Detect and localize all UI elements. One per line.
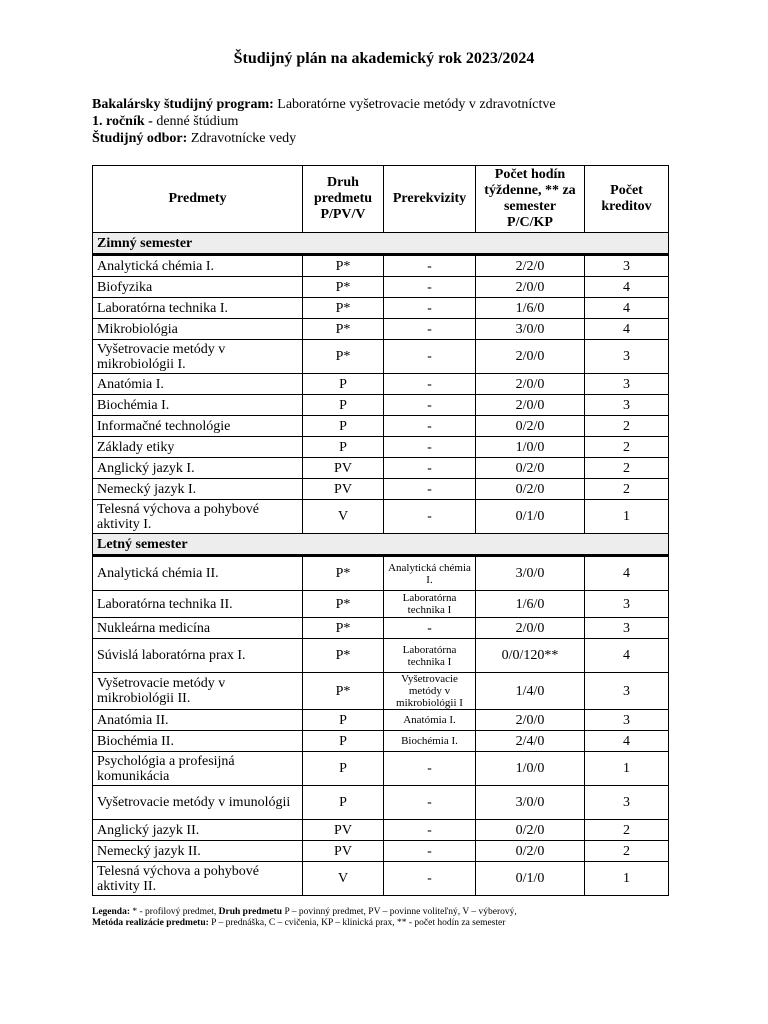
cell-prereq: - <box>384 786 476 820</box>
cell-hours: 3/0/0 <box>476 786 585 820</box>
cell-credits: 4 <box>585 639 669 673</box>
cell-type: V <box>303 862 384 896</box>
cell-credits: 1 <box>585 862 669 896</box>
cell-subject: Mikrobiológia <box>93 319 303 340</box>
cell-subject: Laboratórna technika II. <box>93 591 303 618</box>
cell-subject: Anatómia II. <box>93 710 303 731</box>
table-row <box>93 437 669 458</box>
table-row <box>93 298 669 319</box>
header-hours: Počet hodín týždenne, ** za semester P/C/KP <box>476 166 585 233</box>
cell-credits: 2 <box>585 841 669 862</box>
table-row <box>93 618 669 639</box>
table-row <box>93 374 669 395</box>
cell-prereq: - <box>384 479 476 500</box>
cell-type: P* <box>303 556 384 591</box>
cell-prereq: - <box>384 500 476 534</box>
cell-type: P* <box>303 340 384 374</box>
cell-hours: 0/0/120** <box>476 639 585 673</box>
cell-prereq: Biochémia I. <box>384 731 476 752</box>
winter-semester-row <box>93 233 669 255</box>
cell-hours: 0/2/0 <box>476 416 585 437</box>
cell-hours: 1/4/0 <box>476 673 585 710</box>
cell-prereq: - <box>384 820 476 841</box>
cell-type: P <box>303 416 384 437</box>
cell-type: PV <box>303 820 384 841</box>
table-row <box>93 786 669 820</box>
semester-label: Letný semester <box>93 534 669 556</box>
table-row <box>93 862 669 896</box>
cell-hours: 3/0/0 <box>476 556 585 591</box>
cell-credits: 1 <box>585 500 669 534</box>
legend-method-text: P – prednáška, C – cvičenia, KP – klinická prax, ** - počet hodín za semester <box>208 918 506 928</box>
cell-type: P <box>303 752 384 786</box>
cell-type: P* <box>303 618 384 639</box>
table-header-row <box>93 166 669 233</box>
legend-label: Legenda: <box>92 907 130 917</box>
cell-hours: 2/0/0 <box>476 710 585 731</box>
table-row <box>93 395 669 416</box>
cell-type: P* <box>303 673 384 710</box>
cell-subject: Nukleárna medicína <box>93 618 303 639</box>
cell-subject: Vyšetrovacie metódy v mikrobiológii II. <box>93 673 303 710</box>
cell-hours: 0/2/0 <box>476 479 585 500</box>
cell-subject: Nemecký jazyk II. <box>93 841 303 862</box>
cell-type: P* <box>303 591 384 618</box>
cell-credits: 4 <box>585 277 669 298</box>
cell-type: PV <box>303 479 384 500</box>
cell-subject: Biochémia I. <box>93 395 303 416</box>
table-row <box>93 500 669 534</box>
cell-credits: 3 <box>585 673 669 710</box>
cell-subject: Anglický jazyk I. <box>93 458 303 479</box>
cell-credits: 2 <box>585 458 669 479</box>
cell-credits: 3 <box>585 618 669 639</box>
cell-type: P <box>303 437 384 458</box>
cell-prereq: - <box>384 437 476 458</box>
header-credits: Počet kreditov <box>585 166 669 233</box>
cell-subject: Vyšetrovacie metódy v imunológii <box>93 786 303 820</box>
cell-type: P <box>303 786 384 820</box>
cell-hours: 2/0/0 <box>476 618 585 639</box>
cell-prereq: - <box>384 298 476 319</box>
table-row <box>93 416 669 437</box>
cell-hours: 0/2/0 <box>476 458 585 479</box>
cell-hours: 2/0/0 <box>476 395 585 416</box>
legend <box>92 907 517 929</box>
table-row <box>93 673 669 710</box>
legend-type-label: Druh predmetu <box>218 907 283 917</box>
cell-subject: Biofyzika <box>93 277 303 298</box>
cell-hours: 2/0/0 <box>476 277 585 298</box>
table-row <box>93 841 669 862</box>
cell-credits: 3 <box>585 591 669 618</box>
cell-hours: 1/0/0 <box>476 437 585 458</box>
table-row <box>93 277 669 298</box>
cell-subject: Telesná výchova a pohybové aktivity I. <box>93 500 303 534</box>
cell-subject: Laboratórna technika I. <box>93 298 303 319</box>
cell-prereq: - <box>384 862 476 896</box>
cell-hours: 2/0/0 <box>476 374 585 395</box>
cell-subject: Vyšetrovacie metódy v mikrobiológii I. <box>93 340 303 374</box>
cell-prereq: - <box>384 374 476 395</box>
table-row <box>93 752 669 786</box>
cell-credits: 4 <box>585 556 669 591</box>
program-line <box>92 96 556 113</box>
program-value: Laboratórne vyšetrovacie metódy v zdravotníctve <box>273 97 556 112</box>
cell-credits: 4 <box>585 731 669 752</box>
study-plan-table <box>92 165 669 896</box>
cell-type: P <box>303 731 384 752</box>
cell-subject: Telesná výchova a pohybové aktivity II. <box>93 862 303 896</box>
cell-credits: 4 <box>585 298 669 319</box>
cell-type: P <box>303 395 384 416</box>
cell-hours: 3/0/0 <box>476 319 585 340</box>
cell-subject: Súvislá laboratórna prax I. <box>93 639 303 673</box>
header-prereq: Prerekvizity <box>384 166 476 233</box>
legend-type-text: P – povinný predmet, PV – povinne voliteľný, V – výberový, <box>282 907 517 917</box>
cell-type: P* <box>303 639 384 673</box>
table-row <box>93 591 669 618</box>
program-info <box>92 96 556 147</box>
cell-hours: 0/2/0 <box>476 820 585 841</box>
cell-credits: 3 <box>585 255 669 277</box>
cell-credits: 2 <box>585 416 669 437</box>
cell-hours: 0/2/0 <box>476 841 585 862</box>
cell-prereq: - <box>384 618 476 639</box>
semester-label: Zimný semester <box>93 233 669 255</box>
cell-prereq: - <box>384 255 476 277</box>
cell-hours: 1/0/0 <box>476 752 585 786</box>
field-line <box>92 130 556 147</box>
table-row <box>93 319 669 340</box>
cell-prereq: Anatómia I. <box>384 710 476 731</box>
cell-subject: Psychológia a profesijná komunikácia <box>93 752 303 786</box>
table-row <box>93 458 669 479</box>
cell-subject: Analytická chémia II. <box>93 556 303 591</box>
table-row <box>93 639 669 673</box>
cell-type: V <box>303 500 384 534</box>
cell-prereq: - <box>384 841 476 862</box>
legend-profile-text: * - profilový predmet, <box>130 907 219 917</box>
cell-credits: 3 <box>585 710 669 731</box>
cell-credits: 4 <box>585 319 669 340</box>
cell-credits: 1 <box>585 752 669 786</box>
cell-subject: Nemecký jazyk I. <box>93 479 303 500</box>
cell-subject: Analytická chémia I. <box>93 255 303 277</box>
cell-subject: Základy etiky <box>93 437 303 458</box>
cell-type: PV <box>303 841 384 862</box>
header-type: Druh predmetu P/PV/V <box>303 166 384 233</box>
cell-credits: 3 <box>585 374 669 395</box>
cell-type: P* <box>303 319 384 340</box>
cell-prereq: - <box>384 319 476 340</box>
cell-subject: Informačné technológie <box>93 416 303 437</box>
cell-type: P* <box>303 277 384 298</box>
cell-subject: Anglický jazyk II. <box>93 820 303 841</box>
cell-prereq: - <box>384 277 476 298</box>
cell-prereq: - <box>384 395 476 416</box>
cell-credits: 3 <box>585 340 669 374</box>
cell-subject: Anatómia I. <box>93 374 303 395</box>
legend-line-1 <box>92 907 517 918</box>
cell-type: P* <box>303 255 384 277</box>
cell-hours: 1/6/0 <box>476 591 585 618</box>
cell-credits: 2 <box>585 820 669 841</box>
cell-hours: 1/6/0 <box>476 298 585 319</box>
cell-type: PV <box>303 458 384 479</box>
cell-credits: 3 <box>585 395 669 416</box>
cell-prereq: Analytická chémia I. <box>384 556 476 591</box>
cell-prereq: - <box>384 416 476 437</box>
field-label: Študijný odbor: <box>92 131 188 146</box>
program-label: Bakalársky študijný program: <box>92 97 274 112</box>
cell-credits: 2 <box>585 479 669 500</box>
table-row <box>93 479 669 500</box>
cell-prereq: Vyšetrovacie metódy v mikrobiológii I <box>384 673 476 710</box>
cell-prereq: - <box>384 340 476 374</box>
table-row <box>93 820 669 841</box>
legend-line-2 <box>92 918 517 929</box>
cell-type: P* <box>303 298 384 319</box>
field-value: Zdravotnícke vedy <box>187 131 297 146</box>
cell-hours: 2/4/0 <box>476 731 585 752</box>
table-row <box>93 340 669 374</box>
year-line <box>92 113 556 130</box>
cell-prereq: Laboratórna technika I <box>384 639 476 673</box>
cell-prereq: Laboratórna technika I <box>384 591 476 618</box>
cell-prereq: - <box>384 458 476 479</box>
cell-hours: 0/1/0 <box>476 862 585 896</box>
cell-subject: Biochémia II. <box>93 731 303 752</box>
table-row <box>93 731 669 752</box>
table-row <box>93 556 669 591</box>
cell-credits: 2 <box>585 437 669 458</box>
page-title: Študijný plán na akademický rok 2023/2024 <box>233 50 535 67</box>
year-label: 1. ročník - <box>92 114 153 129</box>
summer-semester-row <box>93 534 669 556</box>
cell-type: P <box>303 710 384 731</box>
cell-hours: 2/2/0 <box>476 255 585 277</box>
year-value: denné štúdium <box>152 114 239 129</box>
cell-hours: 0/1/0 <box>476 500 585 534</box>
table-row <box>93 710 669 731</box>
table-row <box>93 255 669 277</box>
header-subject: Predmety <box>93 166 303 233</box>
cell-hours: 2/0/0 <box>476 340 585 374</box>
cell-prereq: - <box>384 752 476 786</box>
cell-type: P <box>303 374 384 395</box>
legend-method-label: Metóda realizácie predmetu: <box>92 918 209 928</box>
cell-credits: 3 <box>585 786 669 820</box>
